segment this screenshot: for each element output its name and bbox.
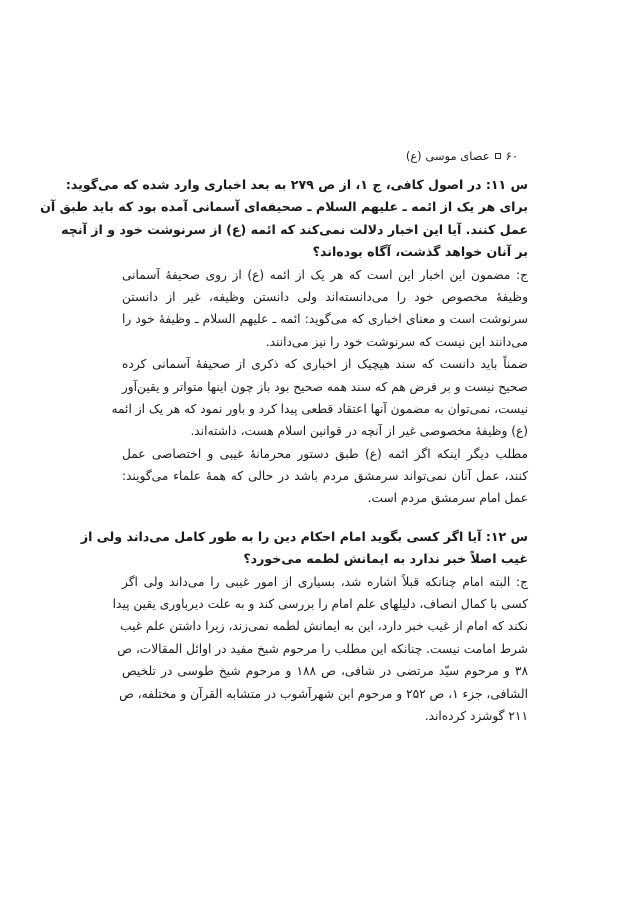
answer-line: عمل امام سرمشق مردم است. — [367, 491, 528, 506]
answer-line: نکند که امام از غیب خبر دارد، این به ایمانش لطمه نمی‌زند، زیرا داشتن علم غیب — [120, 619, 528, 634]
square-ornament-icon — [495, 153, 501, 159]
question-line: بر آنان خواهد گذشت، آگاه بوده‌اند؟ — [312, 244, 528, 260]
answer-line: شرط امامت نیست. چنانکه این مطلب را مرحوم شیخ مفید در اوائل المقالات، ص — [117, 641, 528, 656]
question-line: عمل کنند. آیا این اخبار دلالت نمی‌کند که ائمه (ع) از سرنوشت خود و از آنچه — [61, 221, 528, 237]
answer-line: ضمناً باید دانست که سند هیچیک از اخباری که ذکری از صحیفهٔ آسمانی کرده — [122, 357, 528, 372]
answer-11-paragraph-1 — [122, 264, 528, 354]
answer-line: کسی با کمال انصاف، دلیلهای علم امام را بررسی کند و به علت دیرباوری یقین پیدا — [112, 597, 528, 612]
answer-line: وظیفهٔ مخصوص خود را می‌دانسته‌اند ولی دانستن وظیفه، غیر از دانستن — [122, 289, 528, 304]
page-number: ۶۰ — [505, 149, 518, 163]
question-12 — [80, 526, 528, 571]
question-line: غیب اصلاً خبر ندارد به ایمانش لطمه می‌خورد؟ — [243, 551, 528, 567]
question-line: س ۱۲: آیا اگر کسی بگوید امام احکام دین را به طور کامل می‌داند ولی از — [80, 528, 528, 544]
answer-11-paragraph-3 — [122, 443, 528, 510]
question-line: س ۱۱: در اصول کافی، ج ۱، از ص ۲۷۹ به بعد اخباری وارد شده که می‌گوید: — [65, 177, 528, 192]
answer-line: ج: مضمون این اخبار این است که هر یک از ائمه (ع) از روی صحیفهٔ آسمانی — [122, 267, 528, 282]
answer-line: سرنوشت است و معنای اخباری که می‌گوید: ائمه ـ علیهم السلام ـ وظیفهٔ خود را — [122, 312, 528, 327]
answer-line: الشافی، جزء ۱، ص ۲۵۲ و مرحوم ابن شهرآشوب در متشابه القرآن و مختلفه، ص — [119, 686, 528, 701]
answer-line: می‌دانند این نیست که سرنوشت خود را نیز می‌دانند. — [265, 334, 528, 349]
answer-line: صحیح نیست و بر فرض هم که سند همه صحیح بود باز چون اینها متواتر و یقین‌آور — [121, 379, 528, 394]
answer-line: مطلب دیگر اینکه اگر ائمه (ع) طبق دستور محرمانهٔ غیبی و اختصاصی عمل — [122, 446, 528, 461]
answer-line: ۲۱۱ گوشزد کرده‌اند. — [424, 708, 528, 723]
running-header — [406, 149, 518, 163]
section-spacer — [122, 510, 528, 526]
page-body — [40, 174, 528, 727]
question-11 — [40, 174, 528, 264]
answer-line: ج: البته امام چنانکه قبلاً اشاره شد، بسیاری از امور غیبی را می‌داند ولی اگر — [122, 574, 528, 589]
answer-12 — [112, 571, 528, 728]
answer-line: نیست، نمی‌توان به مضمون آنها اعتقاد قطعی پیدا کرد و باور نمود که هر یک از ائمه — [111, 401, 528, 416]
answer-line: (ع) وظیفهٔ مخصوصی غیر از آنچه در قوانین اسلام هست، داشته‌اند. — [190, 424, 528, 439]
answer-line: ۳۸ و مرحوم سیّد مرتضی در شافی، ص ۱۸۸ و مرحوم شیخ طوسی در تلخیص — [122, 664, 528, 679]
answer-line: کنند، عمل آنان نمی‌تواند سرمشق مردم باشد در حالی که همهٔ علماء می‌گویند: — [122, 469, 528, 484]
question-line: برای هر یک از ائمه ـ علیهم السلام ـ صحیفه‌ای آسمانی آمده بود که باید طبق آن — [40, 199, 528, 215]
book-title: عصای موسی (ع) — [405, 149, 490, 163]
answer-11-paragraph-2 — [111, 353, 528, 443]
